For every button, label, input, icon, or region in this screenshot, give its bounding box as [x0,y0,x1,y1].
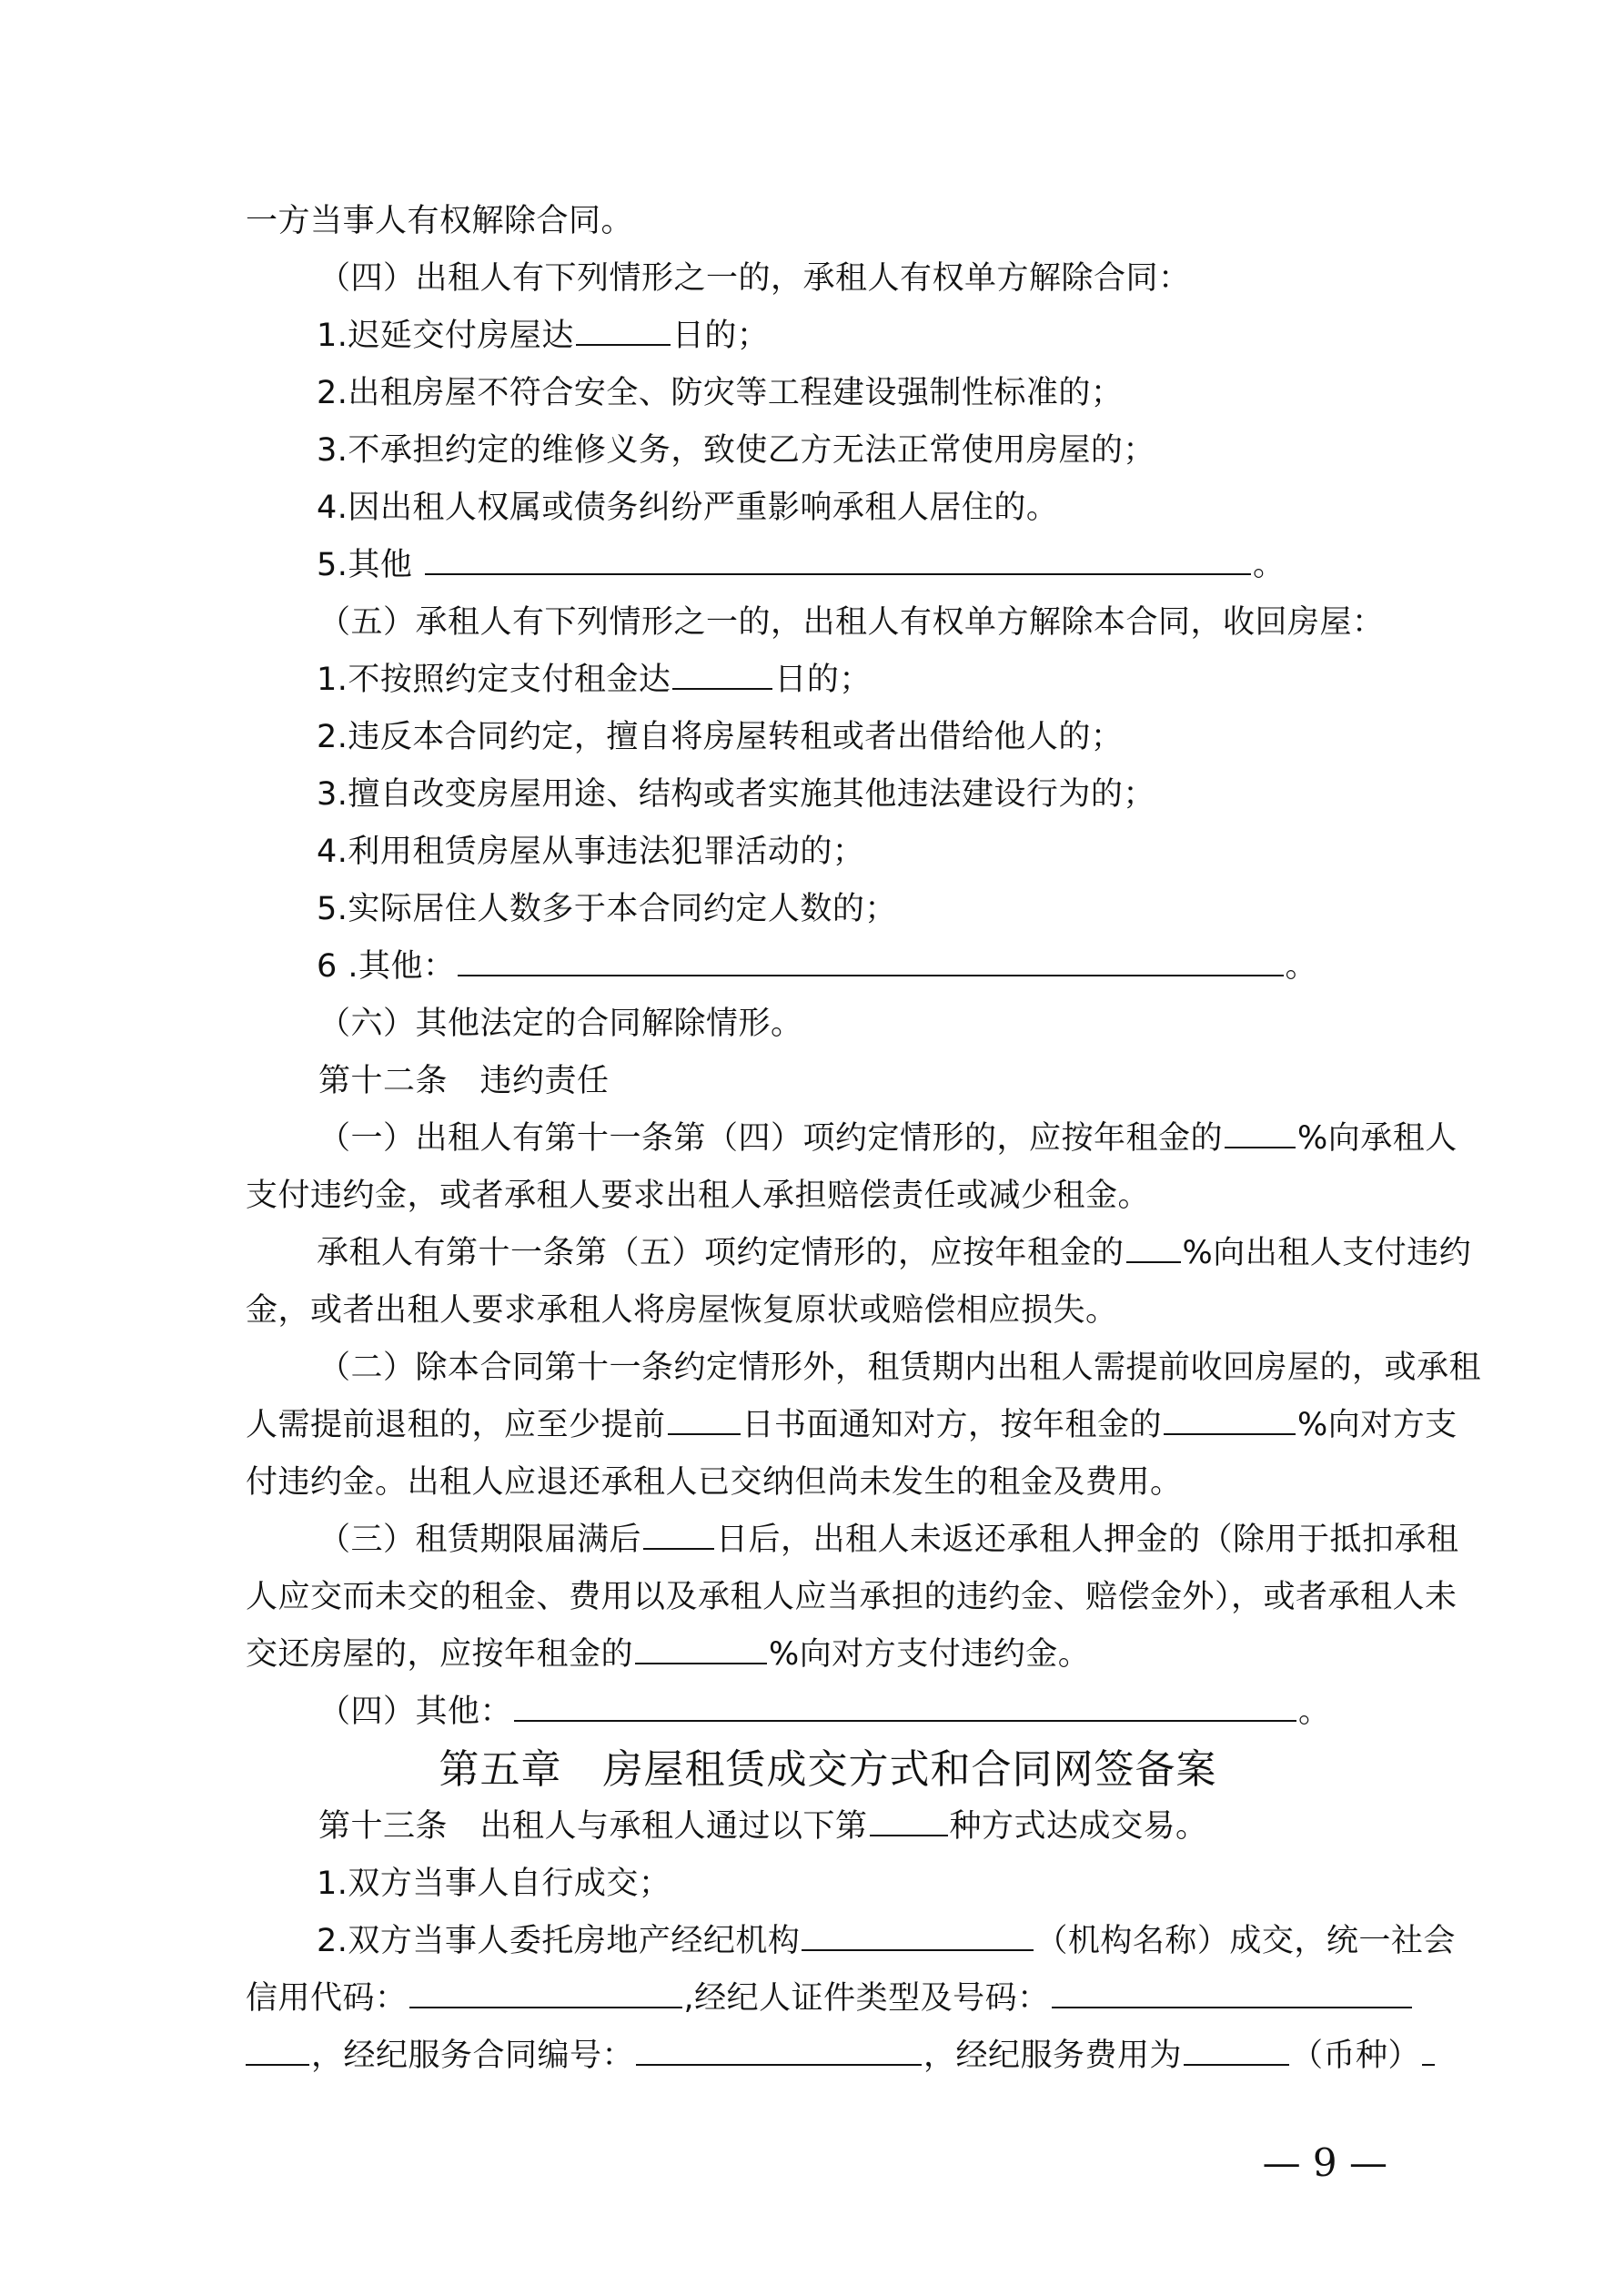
fill-in-blank[interactable] [1422,2031,1435,2066]
article-heading: 第十二条 违约责任 [318,1063,610,1099]
fill-in-blank[interactable] [635,1630,767,1664]
clause-heading: （六）其他法定的合同解除情形。 [318,1006,803,1042]
fill-in-blank[interactable] [643,1515,714,1550]
list-item: 4.因出租人权属或债务纠纷严重影响承租人居住的。 [317,490,1059,526]
fill-in-blank[interactable] [1052,1974,1412,2008]
fill-in-blank[interactable] [1225,1114,1296,1148]
text-line: 交还房屋的，应按年租金的 %向对方支付违约金。 [246,1626,1392,1684]
text-line: （二）除本合同第十一条约定情形外，租赁期内出租人需提前收回房屋的，或承租 [318,1350,1482,1386]
fill-in-blank[interactable] [636,2031,922,2066]
list-item: 1.不按照约定支付租金达 日的； [246,652,1392,709]
fill-in-blank[interactable] [458,942,1284,976]
text-line: 付违约金。出租人应退还承租人已交纳但尚未发生的租金及费用。 [246,1464,1183,1501]
fill-in-blank[interactable] [1184,2031,1289,2066]
fill-in-blank[interactable] [246,2031,309,2066]
fill-in-blank[interactable] [514,1687,1296,1722]
text-line: 金，或者出租人要求承租人将房屋恢复原状或赔偿相应损失。 [246,1292,1118,1329]
text-line: （四）其他： 。 [246,1684,1392,1741]
list-item: 4.利用租赁房屋从事违法犯罪活动的； [317,834,865,870]
text-line: 信用代码： ,经纪人证件类型及号码： [246,1970,1392,2028]
fill-in-blank[interactable] [668,1401,741,1435]
fill-in-blank[interactable] [409,1974,682,2008]
list-item: 2.违反本合同约定，擅自将房屋转租或者出借给他人的； [317,719,1124,755]
clause-heading: （五）承租人有下列情形之一的，出租人有权单方解除本合同，收回房屋： [318,604,1385,641]
chapter-heading: 第五章 房屋租赁成交方式和合同网签备案 [439,1746,1217,1793]
text-line: 一方当事人有权解除合同。 [246,203,634,239]
fill-in-blank[interactable] [1126,1229,1181,1263]
page-number: — 9 — [1262,2140,1387,2185]
list-item: 1.迟延交付房屋达 日的； [246,308,1392,365]
list-item: 2.出租房屋不符合安全、防灾等工程建设强制性标准的； [317,375,1124,411]
fill-in-blank[interactable] [672,655,772,690]
contract-page-body [246,193,1482,2085]
text-line: 承租人有第十一条第（五）项约定情形的，应按年租金的 %向出租人支付违约 [246,1225,1392,1282]
list-item: 5.实际居住人数多于本合同约定人数的； [317,891,897,927]
fill-in-blank[interactable] [1164,1401,1296,1435]
list-item: 1.双方当事人自行成交； [317,1866,671,1902]
text-line: 支付违约金，或者承租人要求出租人承担赔偿责任或减少租金。 [246,1178,1151,1214]
text-line: 人需提前退租的，应至少提前 日书面通知对方，按年租金的 %向对方支 [246,1397,1392,1454]
fill-in-blank[interactable] [802,1917,1034,1951]
fill-in-blank[interactable] [576,311,671,346]
text-line: ，经纪服务合同编号： ，经纪服务费用为 （币种） [246,2028,1392,2085]
text-line: （一）出租人有第十一条第（四）项约定情形的，应按年租金的 %向承租人 [246,1110,1392,1168]
fill-in-blank[interactable] [870,1802,948,1836]
list-item: 3.擅自改变房屋用途、结构或者实施其他违法建设行为的； [317,776,1155,813]
list-item: 6 .其他： 。 [246,938,1392,996]
text-line: 人应交而未交的租金、费用以及承租人应当承担的违约金、赔偿金外），或者承租人未 [246,1579,1458,1615]
text-line: （三）租赁期限届满后 日后，出租人未返还承租人押金的（除用于抵扣承租 [246,1512,1392,1569]
list-item: 5.其他 。 [246,537,1392,594]
list-item: 2.双方当事人委托房地产经纪机构 （机构名称）成交，统一社会 [246,1913,1392,1970]
list-item: 3.不承担约定的维修义务，致使乙方无法正常使用房屋的； [317,432,1155,469]
article-heading: 第十三条 出租人与承租人通过以下第 种方式达成交易。 [246,1798,1392,1856]
clause-heading: （四）出租人有下列情形之一的，承租人有权单方解除合同： [318,260,1191,297]
fill-in-blank[interactable] [425,541,1251,575]
